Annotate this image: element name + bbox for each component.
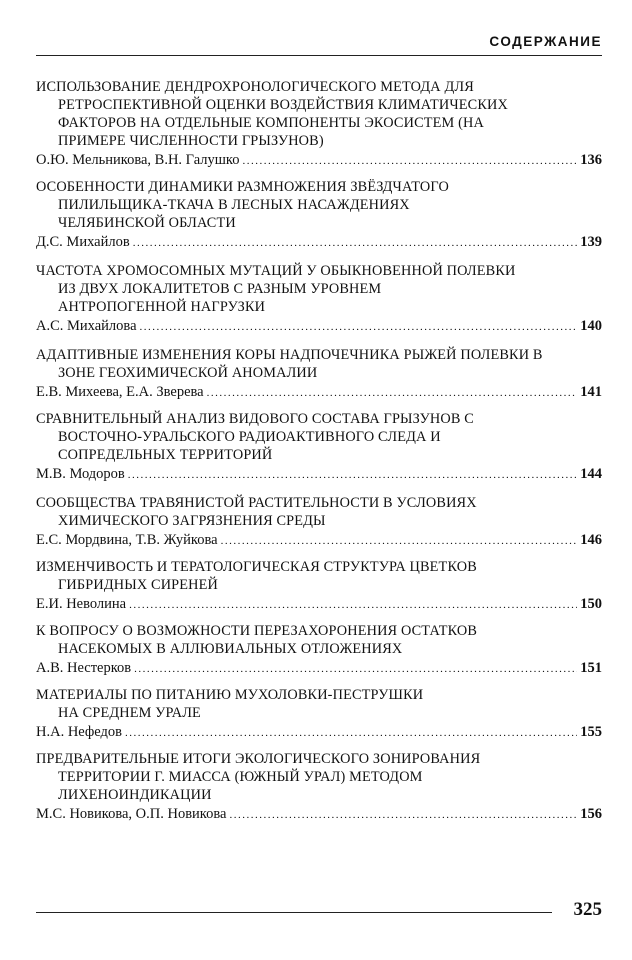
toc-entry[interactable] (36, 78, 602, 178)
footer-rule (36, 912, 552, 913)
toc-entry[interactable] (36, 346, 602, 410)
dot-leader (140, 318, 578, 336)
entry-title-line: АНТРОПОГЕННОЙ НАГРУЗКИ (58, 299, 266, 315)
entry-title-line: ИЗМЕНЧИВОСТЬ И ТЕРАТОЛОГИЧЕСКАЯ СТРУКТУРА ЦВЕТКОВ (36, 559, 477, 575)
entry-title (36, 750, 602, 804)
entry-title-line: ХИМИЧЕСКОГО ЗАГРЯЗНЕНИЯ СРЕДЫ (58, 513, 326, 529)
entry-page-number: 139 (580, 234, 602, 250)
entry-title (36, 622, 602, 658)
entry-authors: М.В. Модоров (36, 466, 125, 482)
entry-title (36, 558, 602, 594)
entry-title (36, 494, 602, 530)
entry-authors: М.С. Новикова, О.П. Новикова (36, 806, 227, 822)
section-title: СОДЕРЖАНИЕ (489, 34, 602, 49)
entry-title-line: ФАКТОРОВ НА ОТДЕЛЬНЫЕ КОМПОНЕНТЫ ЭКОСИСТЕМ (НА (58, 115, 484, 131)
dot-leader (134, 660, 577, 678)
entry-title-line: ЧЕЛЯБИНСКОЙ ОБЛАСТИ (58, 215, 236, 231)
page-footer (36, 899, 602, 926)
entry-title-line: НА СРЕДНЕМ УРАЛЕ (58, 705, 201, 721)
entry-author-line (36, 317, 602, 336)
entry-title-line: НАСЕКОМЫХ В АЛЛЮВИАЛЬНЫХ ОТЛОЖЕНИЯХ (58, 641, 403, 657)
entry-title-line: ИЗ ДВУХ ЛОКАЛИТЕТОВ С РАЗНЫМ УРОВНЕМ (58, 281, 382, 297)
dot-leader (207, 384, 578, 402)
entry-title-line: АДАПТИВНЫЕ ИЗМЕНЕНИЯ КОРЫ НАДПОЧЕЧНИКА РЫЖЕЙ ПОЛЕВКИ В (36, 347, 543, 363)
entry-page-number: 156 (580, 806, 602, 822)
entry-author-line (36, 805, 602, 824)
entry-title-line: МАТЕРИАЛЫ ПО ПИТАНИЮ МУХОЛОВКИ-ПЕСТРУШКИ (36, 687, 424, 703)
dot-leader (133, 234, 578, 252)
dot-leader (128, 466, 577, 484)
entry-title (36, 346, 602, 382)
entry-title (36, 686, 602, 722)
entry-title-line: СОПРЕДЕЛЬНЫХ ТЕРРИТОРИЙ (58, 447, 273, 463)
toc-entry[interactable] (36, 262, 602, 346)
entry-page-number: 144 (580, 466, 602, 482)
entry-title (36, 262, 602, 316)
entry-author-line (36, 383, 602, 402)
toc-entry[interactable] (36, 750, 602, 834)
entry-page-number: 146 (580, 532, 602, 548)
entry-title-line: ГИБРИДНЫХ СИРЕНЕЙ (58, 577, 218, 593)
entry-title-line: ПРИМЕРЕ ЧИСЛЕННОСТИ ГРЫЗУНОВ) (58, 133, 324, 149)
entry-author-line (36, 659, 602, 678)
toc-entry[interactable] (36, 178, 602, 262)
entry-page-number: 151 (580, 660, 602, 676)
entry-page-number: 141 (580, 384, 602, 400)
header-rule (36, 55, 602, 56)
entry-author-line (36, 465, 602, 484)
folio-page-number: 325 (573, 899, 602, 920)
dot-leader (242, 152, 577, 170)
entry-author-line (36, 723, 602, 742)
entry-title-line: ПРЕДВАРИТЕЛЬНЫЕ ИТОГИ ЭКОЛОГИЧЕСКОГО ЗОНИРОВАНИЯ (36, 751, 481, 767)
entry-authors: А.В. Нестерков (36, 660, 132, 676)
entry-title-line: ТЕРРИТОРИИ Г. МИАССА (ЮЖНЫЙ УРАЛ) МЕТОДОМ (58, 769, 423, 785)
dot-leader (125, 724, 577, 742)
entry-author-line (36, 233, 602, 252)
entry-title-line: СРАВНИТЕЛЬНЫЙ АНАЛИЗ ВИДОВОГО СОСТАВА ГРЫЗУНОВ С (36, 411, 474, 427)
entry-authors: Е.В. Михеева, Е.А. Зверева (36, 384, 204, 400)
running-header (36, 34, 602, 52)
entry-authors: Е.С. Мордвина, Т.В. Жуйкова (36, 532, 218, 548)
entry-title-line: ОСОБЕННОСТИ ДИНАМИКИ РАЗМНОЖЕНИЯ ЗВЁЗДЧАТОГО (36, 179, 449, 195)
entry-authors: А.С. Михайлова (36, 318, 137, 334)
dot-leader (221, 532, 578, 550)
entry-title (36, 410, 602, 464)
entry-page-number: 136 (580, 152, 602, 168)
entry-author-line (36, 595, 602, 614)
entry-title-line: К ВОПРОСУ О ВОЗМОЖНОСТИ ПЕРЕЗАХОРОНЕНИЯ ОСТАТКОВ (36, 623, 478, 639)
entry-title-line: ВОСТОЧНО-УРАЛЬСКОГО РАДИОАКТИВНОГО СЛЕДА И (58, 429, 441, 445)
dot-leader (129, 596, 577, 614)
entry-title (36, 178, 602, 232)
entry-page-number: 140 (580, 318, 602, 334)
entry-page-number: 150 (580, 596, 602, 612)
entry-title-line: ПИЛИЛЬЩИКА-ТКАЧА В ЛЕСНЫХ НАСАЖДЕНИЯХ (58, 197, 410, 213)
entry-title-line: ЧАСТОТА ХРОМОСОМНЫХ МУТАЦИЙ У ОБЫКНОВЕННОЙ ПОЛЕВКИ (36, 263, 516, 279)
toc-entry[interactable] (36, 558, 602, 622)
entry-author-line (36, 531, 602, 550)
toc-entry[interactable] (36, 410, 602, 494)
entry-title-line: ЗОНЕ ГЕОХИМИЧЕСКОЙ АНОМАЛИИ (58, 365, 318, 381)
entry-authors: Н.А. Нефедов (36, 724, 123, 740)
toc-entry[interactable] (36, 622, 602, 686)
entry-authors: Е.И. Неволина (36, 596, 127, 612)
entry-title (36, 78, 602, 150)
dot-leader (229, 806, 577, 824)
entry-title-line: ЛИХЕНОИНДИКАЦИИ (58, 787, 212, 803)
toc-entry[interactable] (36, 494, 602, 558)
entry-title-line: СООБЩЕСТВА ТРАВЯНИСТОЙ РАСТИТЕЛЬНОСТИ В УСЛОВИЯХ (36, 495, 477, 511)
entry-author-line (36, 151, 602, 170)
entry-authors: Д.С. Михайлов (36, 234, 130, 250)
table-of-contents (36, 78, 602, 834)
entry-title-line: ИСПОЛЬЗОВАНИЕ ДЕНДРОХРОНОЛОГИЧЕСКОГО МЕТОДА ДЛЯ (36, 79, 474, 95)
entry-page-number: 155 (580, 724, 602, 740)
entry-authors: О.Ю. Мельникова, В.Н. Галушко (36, 152, 240, 168)
toc-entry[interactable] (36, 686, 602, 750)
entry-title-line: РЕТРОСПЕКТИВНОЙ ОЦЕНКИ ВОЗДЕЙСТВИЯ КЛИМАТИЧЕСКИХ (58, 97, 508, 113)
